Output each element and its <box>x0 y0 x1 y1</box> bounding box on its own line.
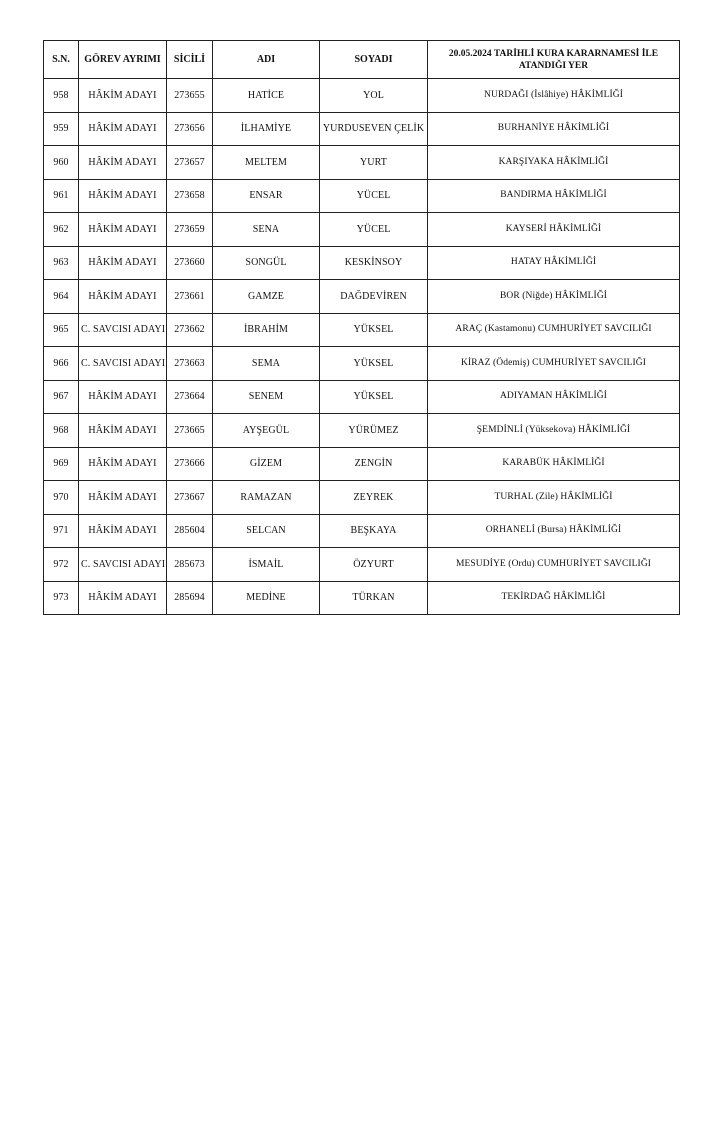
cell-sicili: 285604 <box>167 514 213 548</box>
cell-gorev-ayrimi: HÂKİM ADAYI <box>79 179 167 213</box>
cell-adi: MEDİNE <box>213 581 320 615</box>
cell-adi: SELCAN <box>213 514 320 548</box>
cell-sicili: 273658 <box>167 179 213 213</box>
cell-sn: 970 <box>44 481 79 515</box>
cell-sicili: 273665 <box>167 414 213 448</box>
cell-adi: SONGÜL <box>213 246 320 280</box>
cell-gorev-ayrimi: HÂKİM ADAYI <box>79 79 167 113</box>
cell-soyadi: YÜKSEL <box>320 313 428 347</box>
cell-atandigi-yer: HATAY HÂKİMLİĞİ <box>428 246 680 280</box>
cell-gorev-ayrimi: HÂKİM ADAYI <box>79 146 167 180</box>
cell-sn: 962 <box>44 213 79 247</box>
table-row <box>44 213 680 247</box>
cell-soyadi: YOL <box>320 79 428 113</box>
cell-soyadi: YÜKSEL <box>320 380 428 414</box>
cell-adi: SEMA <box>213 347 320 381</box>
table-row <box>44 481 680 515</box>
cell-atandigi-yer: KARŞIYAKA HÂKİMLİĞİ <box>428 146 680 180</box>
cell-sn: 963 <box>44 246 79 280</box>
cell-atandigi-yer: BOR (Niğde) HÂKİMLİĞİ <box>428 280 680 314</box>
cell-gorev-ayrimi: C. SAVCISI ADAYI <box>79 313 167 347</box>
cell-atandigi-yer: NURDAĞI (İslâhiye) HÂKİMLİĞİ <box>428 79 680 113</box>
table-row <box>44 380 680 414</box>
cell-sicili: 273667 <box>167 481 213 515</box>
cell-soyadi: DAĞDEVİREN <box>320 280 428 314</box>
cell-gorev-ayrimi: HÂKİM ADAYI <box>79 246 167 280</box>
table-row <box>44 280 680 314</box>
cell-sn: 973 <box>44 581 79 615</box>
cell-sicili: 273663 <box>167 347 213 381</box>
cell-sicili: 273660 <box>167 246 213 280</box>
cell-adi: SENEM <box>213 380 320 414</box>
cell-sicili: 273659 <box>167 213 213 247</box>
cell-soyadi: ZEYREK <box>320 481 428 515</box>
cell-soyadi: YÜKSEL <box>320 347 428 381</box>
table-header-row <box>44 41 680 79</box>
cell-soyadi: YÜCEL <box>320 213 428 247</box>
cell-sn: 958 <box>44 79 79 113</box>
header-gorev-ayrimi: GÖREV AYRIMI <box>79 41 167 79</box>
table-row <box>44 447 680 481</box>
cell-atandigi-yer: MESUDİYE (Ordu) CUMHURİYET SAVCILIĞI <box>428 548 680 582</box>
cell-sn: 966 <box>44 347 79 381</box>
assignment-table <box>43 40 680 615</box>
cell-adi: İLHAMİYE <box>213 112 320 146</box>
cell-gorev-ayrimi: HÂKİM ADAYI <box>79 280 167 314</box>
cell-gorev-ayrimi: HÂKİM ADAYI <box>79 447 167 481</box>
cell-adi: AYŞEGÜL <box>213 414 320 448</box>
cell-sicili: 285673 <box>167 548 213 582</box>
cell-atandigi-yer: KARABÜK HÂKİMLİĞİ <box>428 447 680 481</box>
cell-adi: İSMAİL <box>213 548 320 582</box>
cell-atandigi-yer: TURHAL (Zile) HÂKİMLİĞİ <box>428 481 680 515</box>
table-row <box>44 246 680 280</box>
cell-atandigi-yer: BURHANİYE HÂKİMLİĞİ <box>428 112 680 146</box>
cell-gorev-ayrimi: C. SAVCISI ADAYI <box>79 548 167 582</box>
cell-soyadi: TÜRKAN <box>320 581 428 615</box>
cell-gorev-ayrimi: HÂKİM ADAYI <box>79 481 167 515</box>
cell-adi: İBRAHİM <box>213 313 320 347</box>
cell-soyadi: YURDUSEVEN ÇELİK <box>320 112 428 146</box>
cell-soyadi: ÖZYURT <box>320 548 428 582</box>
cell-atandigi-yer: ARAÇ (Kastamonu) CUMHURİYET SAVCILIĞI <box>428 313 680 347</box>
cell-adi: SENA <box>213 213 320 247</box>
cell-gorev-ayrimi: HÂKİM ADAYI <box>79 514 167 548</box>
table-row <box>44 179 680 213</box>
table-row <box>44 514 680 548</box>
cell-sicili: 273656 <box>167 112 213 146</box>
table-row <box>44 313 680 347</box>
cell-sicili: 285694 <box>167 581 213 615</box>
header-atandigi-yer: 20.05.2024 TARİHLİ KURA KARARNAMESİ İLE ATANDIĞI YER <box>428 41 680 79</box>
table-row <box>44 347 680 381</box>
cell-sn: 971 <box>44 514 79 548</box>
cell-sn: 960 <box>44 146 79 180</box>
cell-atandigi-yer: KİRAZ (Ödemiş) CUMHURİYET SAVCILIĞI <box>428 347 680 381</box>
cell-soyadi: KESKİNSOY <box>320 246 428 280</box>
table-row <box>44 79 680 113</box>
cell-adi: GİZEM <box>213 447 320 481</box>
table-row <box>44 581 680 615</box>
cell-gorev-ayrimi: HÂKİM ADAYI <box>79 112 167 146</box>
table-row <box>44 548 680 582</box>
cell-gorev-ayrimi: HÂKİM ADAYI <box>79 213 167 247</box>
cell-gorev-ayrimi: HÂKİM ADAYI <box>79 380 167 414</box>
cell-sn: 959 <box>44 112 79 146</box>
cell-sn: 964 <box>44 280 79 314</box>
cell-soyadi: ZENGİN <box>320 447 428 481</box>
cell-sicili: 273657 <box>167 146 213 180</box>
table-body <box>44 79 680 615</box>
cell-sicili: 273666 <box>167 447 213 481</box>
cell-sn: 969 <box>44 447 79 481</box>
cell-soyadi: BEŞKAYA <box>320 514 428 548</box>
cell-sn: 972 <box>44 548 79 582</box>
cell-sicili: 273662 <box>167 313 213 347</box>
header-sn: S.N. <box>44 41 79 79</box>
cell-sicili: 273664 <box>167 380 213 414</box>
header-adi: ADI <box>213 41 320 79</box>
cell-sicili: 273655 <box>167 79 213 113</box>
cell-adi: MELTEM <box>213 146 320 180</box>
cell-soyadi: YURT <box>320 146 428 180</box>
table-row <box>44 146 680 180</box>
cell-atandigi-yer: BANDIRMA HÂKİMLİĞİ <box>428 179 680 213</box>
table-row <box>44 414 680 448</box>
cell-sn: 967 <box>44 380 79 414</box>
cell-atandigi-yer: ADIYAMAN HÂKİMLİĞİ <box>428 380 680 414</box>
cell-atandigi-yer: ŞEMDİNLİ (Yüksekova) HÂKİMLİĞİ <box>428 414 680 448</box>
cell-adi: ENSAR <box>213 179 320 213</box>
cell-adi: HATİCE <box>213 79 320 113</box>
cell-soyadi: YÜCEL <box>320 179 428 213</box>
cell-sn: 965 <box>44 313 79 347</box>
cell-adi: RAMAZAN <box>213 481 320 515</box>
header-sicili: SİCİLİ <box>167 41 213 79</box>
cell-gorev-ayrimi: HÂKİM ADAYI <box>79 581 167 615</box>
header-soyadi: SOYADI <box>320 41 428 79</box>
cell-atandigi-yer: ORHANELİ (Bursa) HÂKİMLİĞİ <box>428 514 680 548</box>
cell-sicili: 273661 <box>167 280 213 314</box>
cell-sn: 968 <box>44 414 79 448</box>
cell-soyadi: YÜRÜMEZ <box>320 414 428 448</box>
cell-gorev-ayrimi: HÂKİM ADAYI <box>79 414 167 448</box>
cell-sn: 961 <box>44 179 79 213</box>
table-row <box>44 112 680 146</box>
cell-adi: GAMZE <box>213 280 320 314</box>
cell-atandigi-yer: KAYSERİ HÂKİMLİĞİ <box>428 213 680 247</box>
cell-atandigi-yer: TEKİRDAĞ HÂKİMLİĞİ <box>428 581 680 615</box>
cell-gorev-ayrimi: C. SAVCISI ADAYI <box>79 347 167 381</box>
